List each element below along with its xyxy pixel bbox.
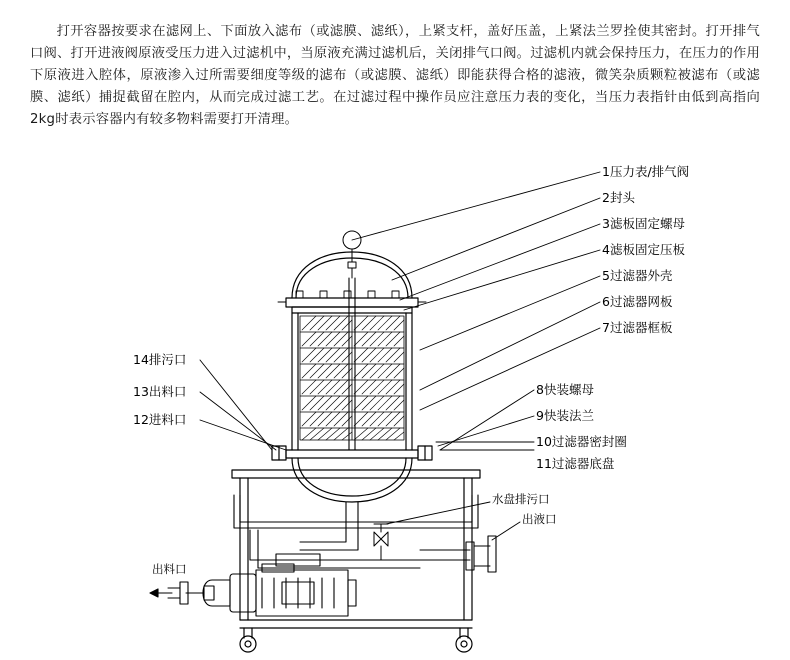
flange-bolts [278,291,426,302]
label-tray-drain-port: 水盘排污口 [492,492,550,506]
frame-legs-casters [240,620,472,652]
filter-machine-diagram [0,150,790,660]
label-material-outlet: 出料口 [152,562,187,576]
discharge-arrow [150,589,172,597]
drain-valve [374,524,388,560]
label-7-frame-plate: 7过滤器框板 [602,320,673,335]
bottom-outlet-pipe [300,502,358,550]
pump-motor [168,554,356,616]
label-13-outlet-port: 13出料口 [133,384,187,399]
intro-paragraph: 打开容器按要求在滤网上、下面放入滤布（或滤膜、滤纸），上紧支杆，盖好压盖，上紧法兰罗拴使其密封。打开排气口阀、打开进液阀原液受压力进入过滤机中，当原液充满过滤机后，关闭排气口阀。过滤机内就会保持压力，在压力的作用下原液进入腔体，原液渗入过所需要细度等级的滤布（或滤膜、滤纸）即能获得合格的滤液，微笑杂质颗粒被滤布（或滤膜、滤纸）捕捉截留在腔内，从而完成过滤工艺。在过滤过程中操作员应注意压力表的变化，当压力表指针由低到高指向2kg时表示容器内有较多物料需要打开清理。 [30,24,760,128]
label-3-plate-nut: 3滤板固定螺母 [602,216,685,231]
vessel-bottom-dish [272,446,432,502]
top-flange [286,298,418,313]
label-10-seal-ring: 10过滤器密封圈 [536,434,627,449]
label-14-drain-port: 14排污口 [133,352,187,367]
label-12-inlet-port: 12进料口 [133,412,187,427]
label-1-pressure-gauge: 1压力表/排气阀 [602,164,690,179]
leader-lines-left [200,360,286,450]
label-2-head: 2封头 [602,190,635,205]
label-9-quick-flange: 9快装法兰 [536,408,594,423]
label-liquid-outlet: 出液口 [522,512,557,526]
label-11-base-plate: 11过滤器底盘 [536,456,615,471]
label-4-plate-press: 4滤板固定压板 [602,242,685,257]
label-6-mesh-plate: 6过滤器网板 [602,294,673,309]
drip-tray [234,495,478,528]
label-5-shell: 5过滤器外壳 [602,268,673,283]
label-8-quick-nut: 8快装螺母 [536,382,594,397]
filter-plate-stack [300,278,404,450]
leader-lines-bottom [386,502,520,540]
